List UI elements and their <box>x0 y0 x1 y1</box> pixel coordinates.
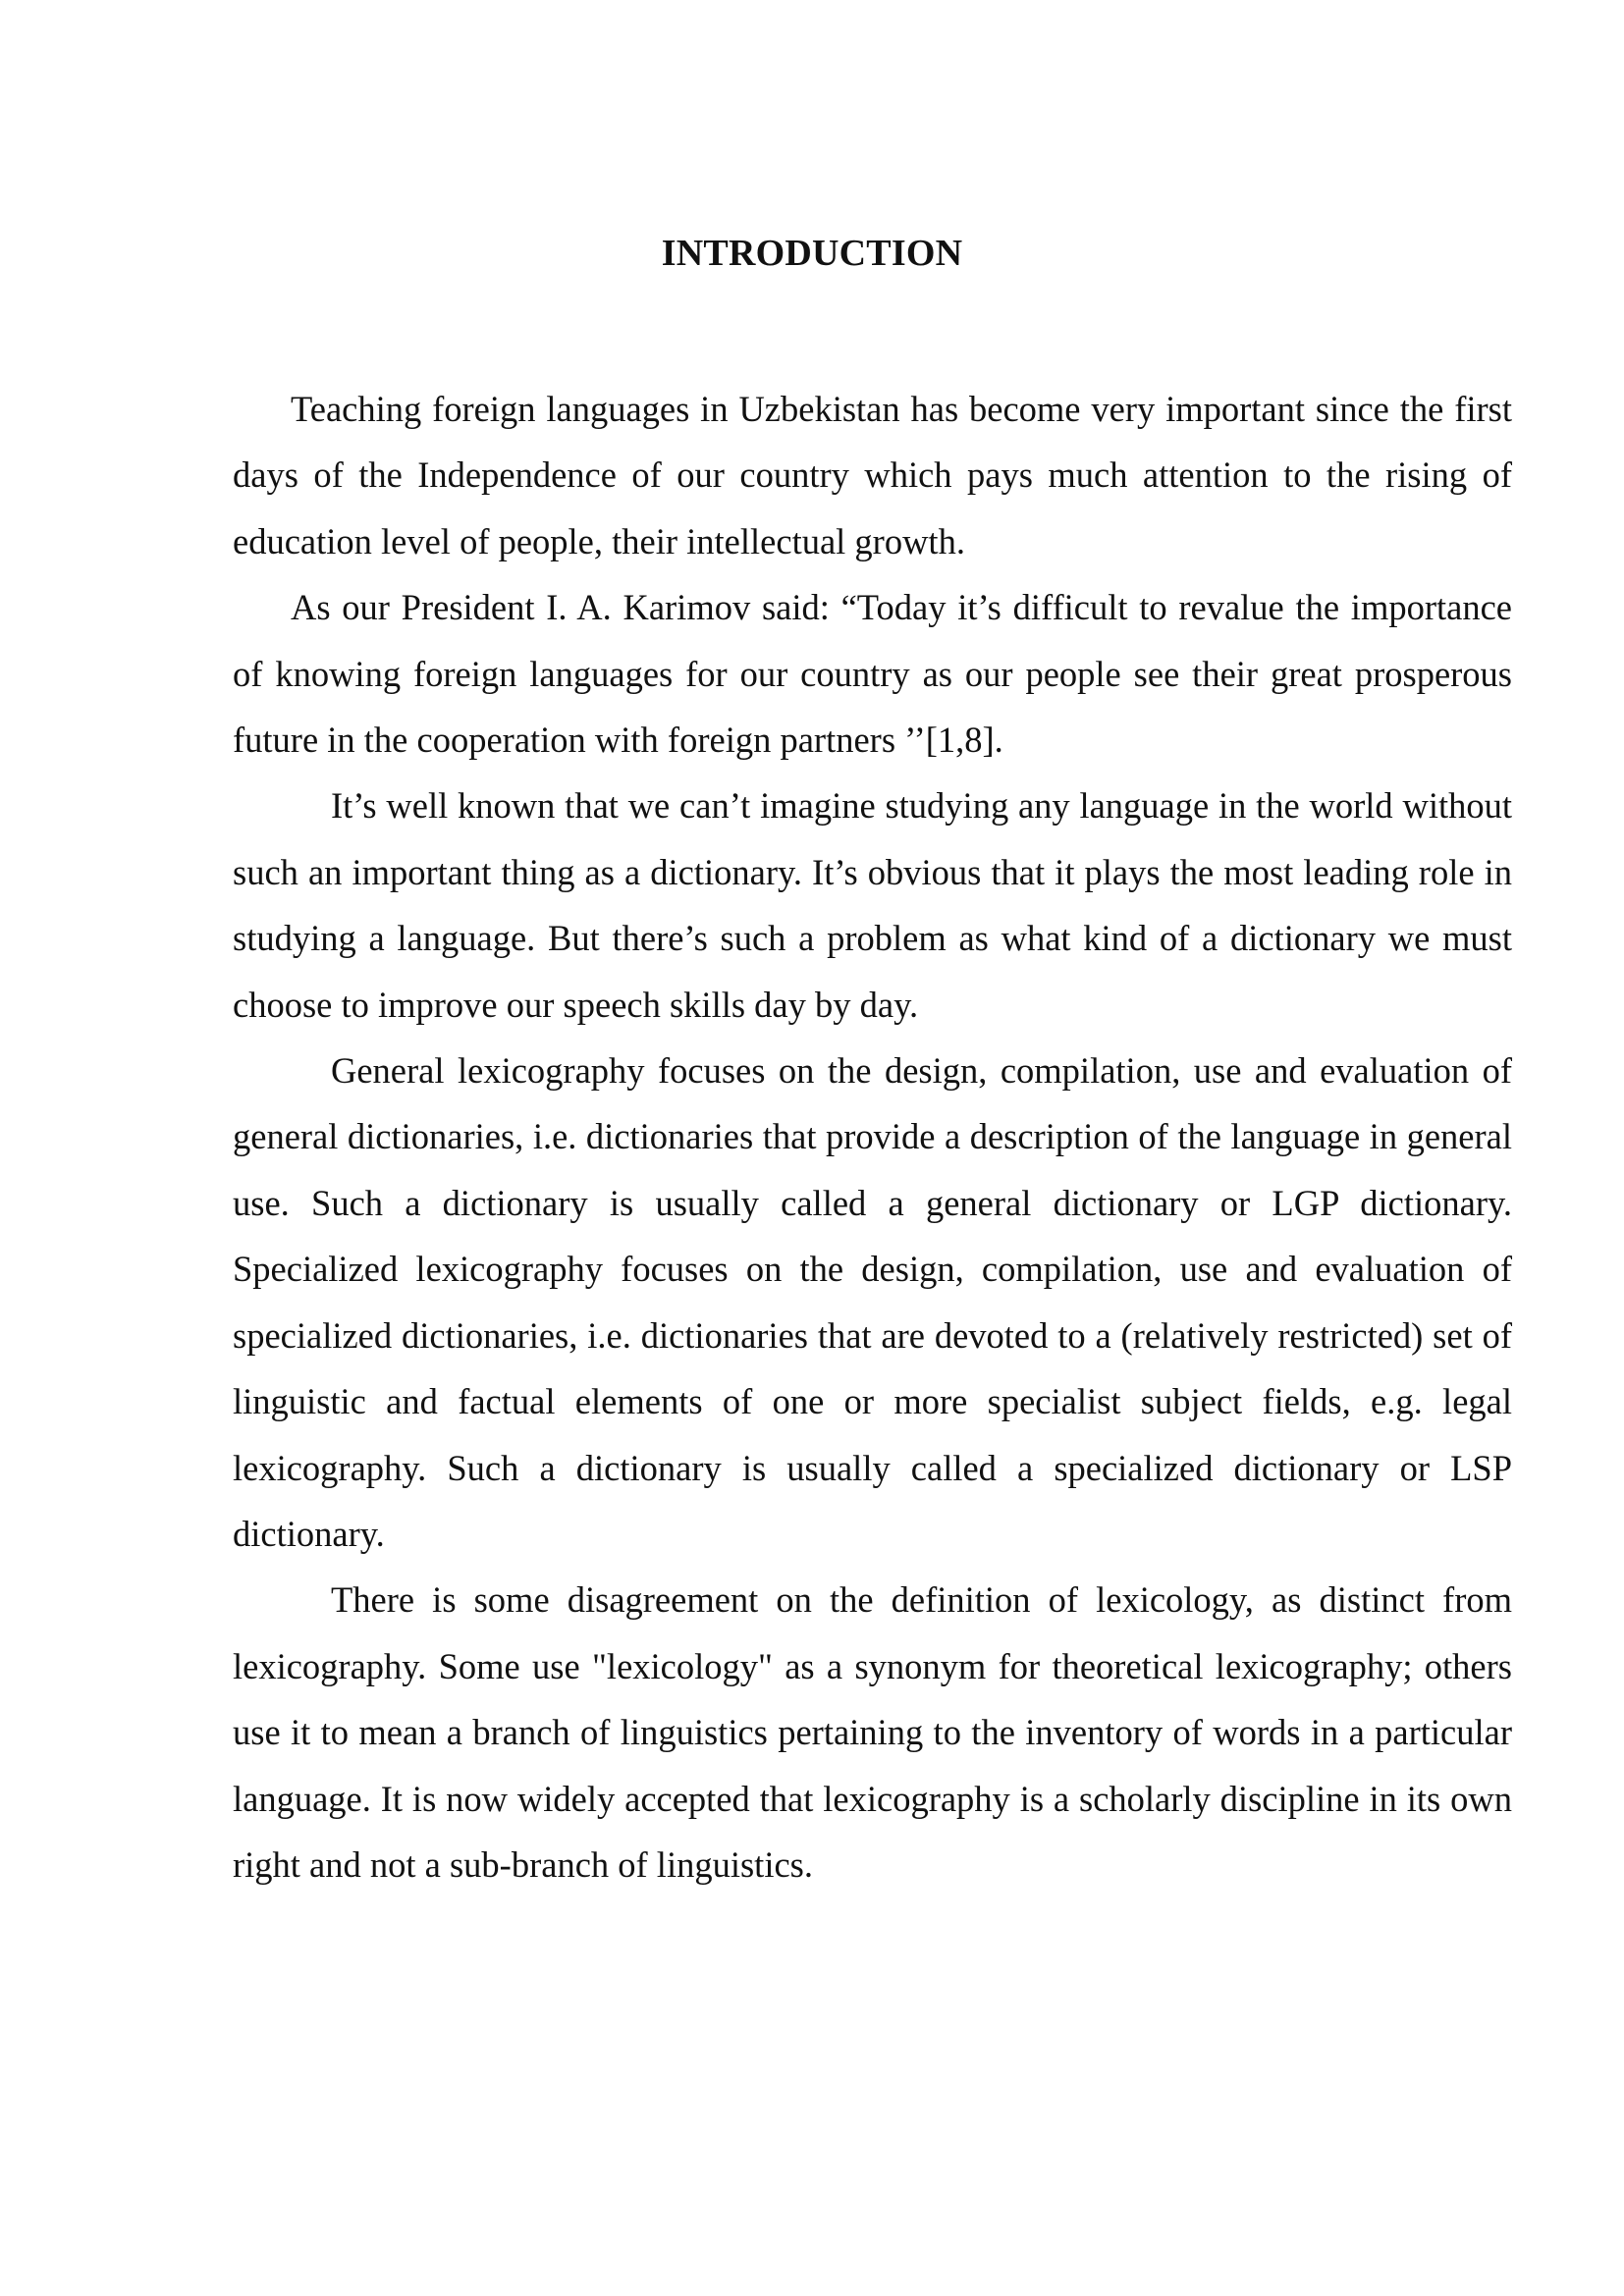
paragraph-lexicology-definition: There is some disagreement on the definition of lexicology, as distinct from lexicography. Some use "lexicology" as a synonym for theoretical lexicography; others use it to mean a branch of linguistics pertaining to the inventory of words in a particular language. It is now widely accepted that lexicography is a scholarly discipline in its own right and not a sub-branch of linguistics. <box>233 1579 1512 1885</box>
paragraph-general-lexicography: General lexicography focuses on the design, compilation, use and evaluation of general dictionaries, i.e. dictionaries that provide a description of the language in general use. Such a dictionary is usually called a general dictionary or LGP dictionary. Specialized lexicography focuses on the design, compilation, use and evaluation of specialized dictionaries, i.e. dictionaries that are devoted to a (relatively restricted) set of linguistic and factual elements of one or more specialist subject fields, e.g. legal lexicography. Such a dictionary is usually called a specialized dictionary or LSP dictionary. <box>233 1050 1512 1554</box>
paragraph-teaching-foreign-languages: Teaching foreign languages in Uzbekistan has become very important since the first days of the Independence of our country which pays much attention to the rising of education level of people, their intellectual growth. <box>233 389 1512 561</box>
document-body <box>233 376 1512 1897</box>
page-title: INTRODUCTION <box>661 233 963 274</box>
paragraph-president-quote: As our President I. A. Karimov said: “Today it’s difficult to revalue the importance of knowing foreign languages for our country as our people see their great prosperous future in the cooperation with foreign partners ’’[1,8]. <box>233 587 1512 761</box>
paragraph-dictionary-importance: It’s well known that we can’t imagine studying any language in the world without such an important thing as a dictionary. It’s obvious that it plays the most leading role in studying a language. But there’s such a problem as what kind of a dictionary we must choose to improve our speech skills day by day. <box>233 785 1512 1025</box>
